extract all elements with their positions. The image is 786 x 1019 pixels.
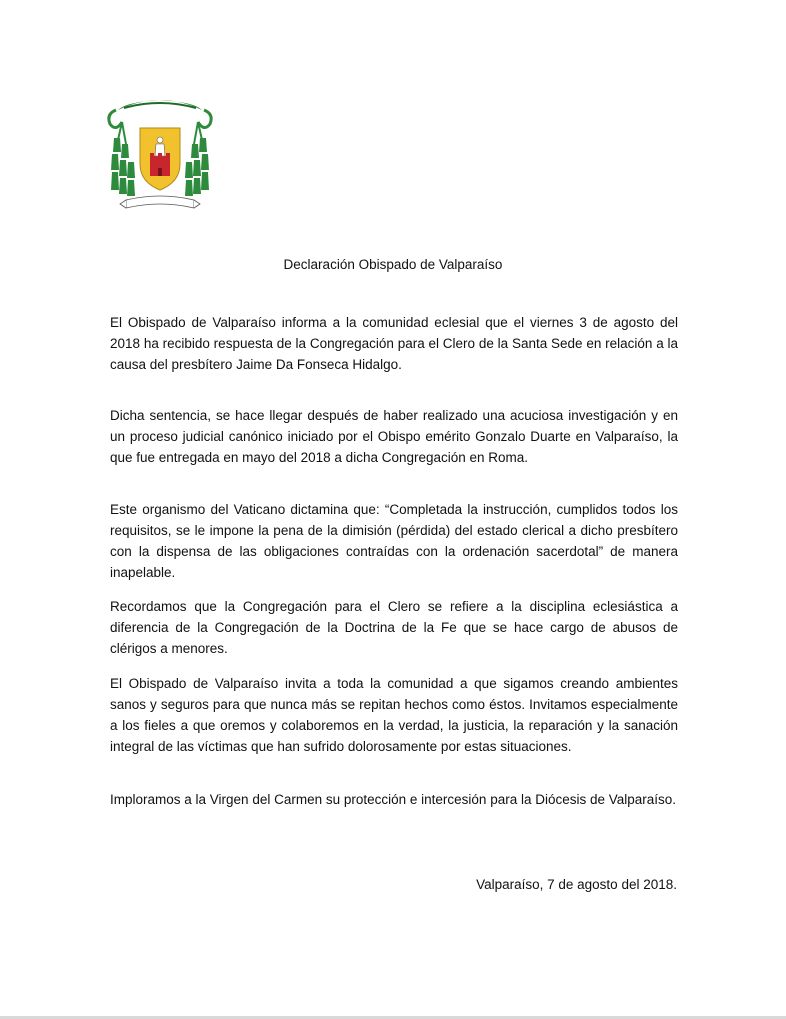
episcopal-coat-of-arms-icon <box>104 92 216 216</box>
paragraph-community-invitation: El Obispado de Valparaíso invita a toda la comunidad a que sigamos creando ambientes sanos y seguros para que nunca más se repitan hechos como éstos. Invitamos especialmente a los fieles a que oremos y colaboremos en la verdad, la justicia, la reparación y la sanación integral de las víctimas que han sufrido dolorosamente por estas situaciones. <box>110 676 678 754</box>
place-and-date: Valparaíso, 7 de agosto del 2018. <box>476 877 677 892</box>
document-title: Declaración Obispado de Valparaíso <box>283 257 503 272</box>
paragraph-congregation-note: Recordamos que la Congregación para el Clero se refiere a la disciplina eclesiástica a diferencia de la Congregación de la Doctrina de la Fe que se hace cargo de abusos de clérigos a menores. <box>110 599 678 656</box>
paragraph-announcement: El Obispado de Valparaíso informa a la comunidad eclesial que el viernes 3 de agosto del 2018 ha recibido respuesta de la Congregación para el Clero de la Santa Sede en relación a la causa del presbítero Jaime Da Fonseca Hidalgo. <box>110 315 678 372</box>
paragraph-vatican-ruling: Este organismo del Vaticano dictamina que: “Completada la instrucción, cumplidos todos los requisitos, se le impone la pena de la dimisión (pérdida) del estado clerical a dicho presbítero con la dispensa de las obligaciones contraídas con la ordenación sacerdotal” de manera inapelable. <box>110 502 678 580</box>
paragraph-sentence-process: Dicha sentencia, se hace llegar después de haber realizado una acuciosa investigación y en un proceso judicial canónico iniciado por el Obispo emérito Gonzalo Duarte en Valparaíso, la que fue entregada en mayo del 2018 a dicha Congregación en Roma. <box>110 408 678 465</box>
paragraph-prayer: Imploramos a la Virgen del Carmen su protección e intercesión para la Diócesis de Valparaíso. <box>110 792 677 807</box>
